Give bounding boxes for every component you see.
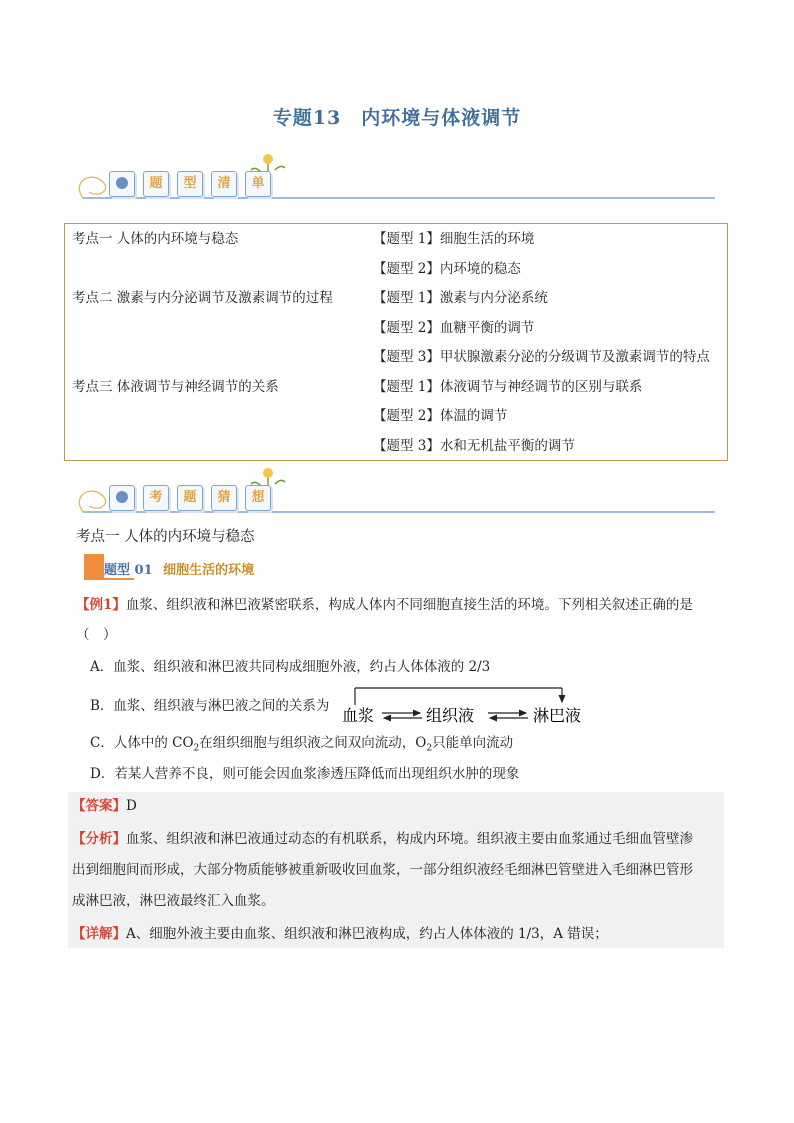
option-b: B．血浆、组织液与淋巴液之间的关系为 xyxy=(90,698,330,714)
detail-label: 【详解】 xyxy=(72,926,126,942)
question-label: 【例1】 xyxy=(76,597,126,613)
point-label: 考点二 激素与内分泌调节及激素调节的过程 xyxy=(72,290,333,306)
question-stem xyxy=(76,594,726,616)
answer-label: 【答案】 xyxy=(72,798,126,814)
answer-value: D xyxy=(126,798,137,814)
section-banner-guess xyxy=(75,466,720,516)
banner-char: 想 xyxy=(245,485,271,511)
banner-dot-icon xyxy=(109,171,135,197)
option-d: D．若某人营养不良，则可能会因血浆渗透压降低而出现组织水肿的现象 xyxy=(90,766,520,782)
point-label: 考点一 人体的内环境与稳态 xyxy=(72,231,239,247)
type-item: 【题型 3】甲状腺激素分泌的分级调节及激素调节的特点 xyxy=(373,349,710,365)
type-item: 【题型 2】血糖平衡的调节 xyxy=(373,320,535,336)
banner-dot-icon xyxy=(109,485,135,511)
analysis-line-1: 【分析】血浆、组织液和淋巴液通过动态的有机联系，构成内环境。组织液主要由血浆通过毛细血管壁渗 xyxy=(72,831,693,847)
type-number: 01 xyxy=(134,563,153,578)
diagram-node-tissue: 组织液 xyxy=(426,706,475,725)
answer-line xyxy=(72,792,137,821)
type-item: 【题型 1】细胞生活的环境 xyxy=(373,231,535,247)
type-badge-icon xyxy=(84,554,104,578)
banner-char: 猜 xyxy=(211,485,237,511)
banner-char: 题 xyxy=(143,171,169,197)
detail-line: 【详解】A、细胞外液主要由血浆、组织液和淋巴液构成，约占人体体液的 1/3，A 错误； xyxy=(72,926,608,942)
section-point-title: 考点一 人体的内环境与稳态 xyxy=(76,529,255,545)
type-label: 题型 xyxy=(104,563,131,578)
type-item: 【题型 2】体温的调节 xyxy=(373,408,508,424)
banner-char: 题 xyxy=(177,485,203,511)
type-item: 【题型 2】内环境的稳态 xyxy=(373,261,521,277)
topic-list-table xyxy=(64,223,728,461)
option-a: A．血浆、组织液和淋巴液共同构成细胞外液，约占人体体液的 2/3 xyxy=(90,659,491,675)
question-text: 血浆、组织液和淋巴液紧密联系，构成人体内不同细胞直接生活的环境。下列相关叙述正确的是 xyxy=(125,597,693,613)
type-item: 【题型 1】激素与内分泌系统 xyxy=(373,290,548,306)
analysis-line-2: 出到细胞间而形成，大部分物质能够被重新吸收回血浆，一部分组织液经毛细淋巴管壁进入毛细淋巴管形 xyxy=(72,862,693,878)
banner-decoration xyxy=(75,152,720,204)
type-name: 细胞生活的环境 xyxy=(163,563,255,578)
type-item: 【题型 3】水和无机盐平衡的调节 xyxy=(373,438,575,454)
point-label: 考点三 体液调节与神经调节的关系 xyxy=(72,379,279,395)
diagram-node-lymph: 淋巴液 xyxy=(533,706,582,725)
section-banner-list xyxy=(75,152,720,202)
question-paren: （ ） xyxy=(76,627,117,643)
page-title: 专题13 内环境与体液调节 xyxy=(272,107,522,129)
analysis-label: 【分析】 xyxy=(72,831,126,847)
banner-char: 考 xyxy=(143,485,169,511)
diagram-node-plasma: 血浆 xyxy=(342,706,375,725)
type-heading xyxy=(104,559,254,578)
analysis-line-3: 成淋巴液，淋巴液最终汇入血浆。 xyxy=(72,893,275,909)
banner-char: 清 xyxy=(211,171,237,197)
banner-char: 型 xyxy=(177,171,203,197)
type-item: 【题型 1】体液调节与神经调节的区别与联系 xyxy=(373,379,643,395)
banner-decoration xyxy=(75,466,720,518)
option-c: C．人体中的 $CO_2$在组织细胞与组织液之间双向流动，$O_2$只能单向流动 xyxy=(90,735,514,754)
relation-diagram xyxy=(340,685,600,727)
banner-char: 单 xyxy=(245,171,271,197)
type-underline xyxy=(84,578,134,580)
